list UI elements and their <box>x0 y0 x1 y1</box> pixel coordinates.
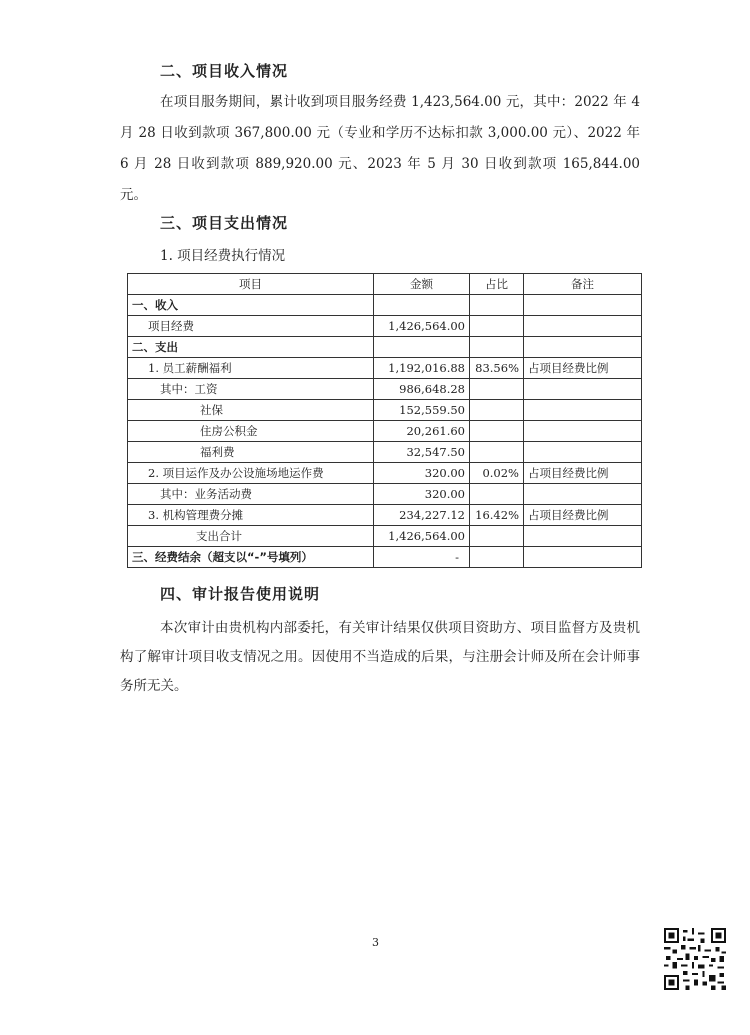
row-item: 住房公积金 <box>128 421 374 442</box>
row-amount: 234,227.12 <box>374 505 470 526</box>
row-item: 3. 机构管理费分摊 <box>128 505 374 526</box>
row-pct: 83.56% <box>470 358 524 379</box>
row-pct: 0.02% <box>470 463 524 484</box>
table-row <box>128 337 642 358</box>
qr-code-icon <box>664 928 726 990</box>
audit-paragraph: 本次审计由贵机构内部委托，有关审计结果仅供项目资助方、项目监督方及贵机构了解审计项目收支情况之用。因使用不当造成的后果，与注册会计师及所在会计师事务所无关。 <box>120 620 640 694</box>
audit-heading: 四、审计报告使用说明 <box>160 585 321 603</box>
table-row <box>128 547 642 568</box>
header-pct: 占比 <box>470 274 524 295</box>
row-item: 1. 员工薪酬福利 <box>128 358 374 379</box>
table-row <box>128 295 642 316</box>
row-amount: 32,547.50 <box>374 442 470 463</box>
header-amount: 金额 <box>374 274 470 295</box>
row-note <box>524 337 642 358</box>
header-item: 项目 <box>128 274 374 295</box>
row-note <box>524 484 642 505</box>
row-item: 二、支出 <box>128 337 374 358</box>
table-row <box>128 400 642 421</box>
row-amount: 320.00 <box>374 463 470 484</box>
table-row <box>128 421 642 442</box>
table-row <box>128 379 642 400</box>
header-note: 备注 <box>524 274 642 295</box>
row-note: 占项目经费比例 <box>524 358 642 379</box>
row-note: 占项目经费比例 <box>524 463 642 484</box>
table-row <box>128 442 642 463</box>
table-row <box>128 358 642 379</box>
row-amount: 320.00 <box>374 484 470 505</box>
table-row <box>128 505 642 526</box>
row-amount <box>374 337 470 358</box>
row-pct <box>470 379 524 400</box>
row-item: 三、经费结余（超支以“-”号填列） <box>128 547 374 568</box>
row-pct <box>470 400 524 421</box>
row-amount: 152,559.50 <box>374 400 470 421</box>
row-item: 其中：业务活动费 <box>128 484 374 505</box>
row-amount <box>374 295 470 316</box>
row-pct <box>470 316 524 337</box>
row-pct <box>470 295 524 316</box>
row-amount: 20,261.60 <box>374 421 470 442</box>
row-note <box>524 526 642 547</box>
row-pct <box>470 421 524 442</box>
row-item: 支出合计 <box>128 526 374 547</box>
row-amount: - <box>374 547 470 568</box>
row-item: 福利费 <box>128 442 374 463</box>
expense-subheading: 1. 项目经费执行情况 <box>160 248 286 264</box>
row-amount: 1,426,564.00 <box>374 316 470 337</box>
row-pct <box>470 442 524 463</box>
row-note <box>524 547 642 568</box>
row-amount: 1,192,016.88 <box>374 358 470 379</box>
row-note <box>524 421 642 442</box>
expense-heading: 三、项目支出情况 <box>160 214 289 232</box>
table-row <box>128 526 642 547</box>
page-number: 3 <box>372 936 379 949</box>
row-item: 其中：工资 <box>128 379 374 400</box>
row-item: 社保 <box>128 400 374 421</box>
row-amount: 986,648.28 <box>374 379 470 400</box>
row-pct <box>470 337 524 358</box>
row-pct: 16.42% <box>470 505 524 526</box>
row-note <box>524 316 642 337</box>
row-item: 2. 项目运作及办公设施场地运作费 <box>128 463 374 484</box>
row-amount: 1,426,564.00 <box>374 526 470 547</box>
row-pct <box>470 547 524 568</box>
income-heading: 二、项目收入情况 <box>160 62 289 80</box>
row-pct <box>470 526 524 547</box>
row-item: 一、收入 <box>128 295 374 316</box>
table-header-row <box>128 274 642 295</box>
row-note <box>524 379 642 400</box>
row-note <box>524 442 642 463</box>
table-row <box>128 484 642 505</box>
row-note <box>524 295 642 316</box>
row-note <box>524 400 642 421</box>
row-pct <box>470 484 524 505</box>
table-row <box>128 463 642 484</box>
row-item: 项目经费 <box>128 316 374 337</box>
table-row <box>128 316 642 337</box>
expense-table <box>127 273 642 568</box>
row-note: 占项目经费比例 <box>524 505 642 526</box>
income-paragraph: 在项目服务期间，累计收到项目服务经费 1,423,564.00 元，其中：2022 年 4 月 28 日收到款项 367,800.00 元（专业和学历不达标扣款 3,000.00 元）、2022 年 6 月 28 日收到款项 889,920.00 元、2023 年 5 月 30 日收到款项 165,844.00 元。 <box>120 94 640 203</box>
